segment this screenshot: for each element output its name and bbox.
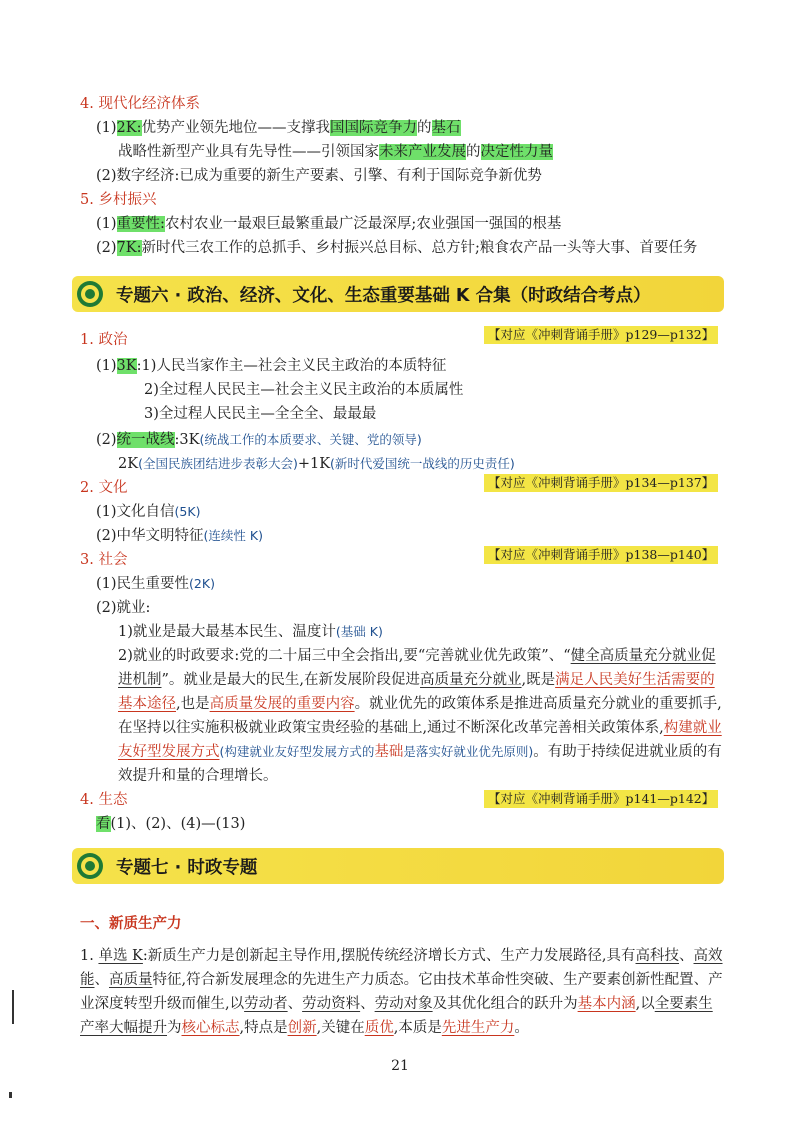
para-text: 及其优化组合的跃升为 bbox=[432, 996, 578, 1012]
red-text: 基础 bbox=[374, 744, 404, 760]
item-text: 农村农业一最艰巨最繁重最广泛最深厚;农业强国一强国的根基 bbox=[164, 216, 562, 232]
para-text: 、 bbox=[287, 996, 303, 1012]
handwritten-note: (连续性 K) bbox=[203, 528, 263, 543]
red-underlined-text: 核心标志 bbox=[181, 1020, 240, 1036]
item-label: (1) bbox=[96, 120, 117, 136]
underlined-text: 高效能 bbox=[80, 948, 723, 988]
employment-paragraph bbox=[118, 644, 724, 788]
red-underlined-text: 基本内涵 bbox=[577, 996, 636, 1012]
item-line bbox=[96, 118, 461, 138]
topic-banner bbox=[72, 848, 724, 884]
item-text: :3K bbox=[174, 432, 200, 448]
item-text: 的 bbox=[466, 144, 481, 160]
underlined-text: 劳动资料 bbox=[302, 996, 361, 1012]
item-label: (2) bbox=[96, 240, 117, 256]
handwritten-note: (全国民族团结进步表彰大会) bbox=[138, 456, 298, 471]
item-text: :1)人民当家作主—社会主义民主政治的本质特征 bbox=[136, 358, 447, 374]
topic-badge-icon bbox=[76, 280, 104, 308]
para-text: 1. bbox=[80, 948, 99, 964]
handwritten-note: (统战工作的本质要求、关键、党的领导) bbox=[199, 432, 422, 447]
para-text: 、 bbox=[679, 948, 694, 964]
red-underlined-text: 创新 bbox=[287, 1020, 317, 1036]
productivity-paragraph bbox=[80, 944, 724, 1040]
item-text: 优势产业领先地位——支撑我 bbox=[141, 120, 330, 136]
underlined-text: 单选 K bbox=[98, 948, 143, 964]
para-text: ,既是 bbox=[521, 672, 556, 688]
para-text: ,关键在 bbox=[316, 1020, 365, 1036]
topic-banner bbox=[72, 276, 724, 312]
section-heading: 2. 文化 bbox=[80, 480, 128, 496]
item-line bbox=[96, 814, 245, 834]
para-text: ,特点是 bbox=[239, 1020, 288, 1036]
highlight-key: 2K: bbox=[116, 120, 142, 136]
item-text: 新时代三农工作的总抓手、乡村振兴总目标、总方针;粮食农产品一头等大事、首要任务 bbox=[141, 240, 698, 256]
item-text: (2)中华文明特征 bbox=[96, 528, 204, 544]
item-line bbox=[96, 238, 697, 258]
item-line bbox=[96, 526, 263, 546]
para-text: 。有助于持续促进就业质的有效提升和量的合理增长。 bbox=[118, 744, 722, 784]
section-heading: 4. 生态 bbox=[80, 792, 128, 808]
underlined-text: 健全高质量充分就业促进机制 bbox=[118, 648, 716, 688]
item-line bbox=[118, 622, 383, 642]
red-underlined-text: 质优 bbox=[364, 1020, 394, 1036]
highlight-key: 3K bbox=[116, 358, 137, 374]
para-text: 、 bbox=[360, 996, 375, 1012]
item-line bbox=[96, 430, 422, 450]
section-heading: 5. 乡村振兴 bbox=[80, 192, 157, 208]
underlined-text: 劳动者 bbox=[244, 996, 288, 1012]
item-text: (1)、(2)、(4)—(13) bbox=[110, 816, 246, 832]
item-label: (2) bbox=[96, 432, 117, 448]
handwritten-note: 是落实好就业优先原则) bbox=[403, 744, 534, 759]
underlined-text: 高质量充分就业 bbox=[420, 672, 522, 688]
topic-title: 专题七 · 时政专题 bbox=[116, 858, 258, 878]
para-text: 。 bbox=[514, 1020, 529, 1036]
subsection-heading: 一、新质生产力 bbox=[80, 916, 182, 932]
item-line: (2)就业: bbox=[96, 600, 151, 616]
page-number: 21 bbox=[391, 1058, 409, 1074]
para-text: 。就业优先的政策体系是推进高质量充分就业的重要抓手,在坚持以往实施积极就业政策宝贵经验的基础上,通过不断深化改革完善相关政策体系, bbox=[118, 696, 722, 736]
red-underlined-text: 先进生产力 bbox=[441, 1020, 515, 1036]
para-text: 、 bbox=[94, 972, 109, 988]
para-text: ,本质是 bbox=[393, 1020, 442, 1036]
item-line bbox=[96, 214, 561, 234]
item-line bbox=[96, 356, 446, 376]
para-text: 为 bbox=[167, 1020, 182, 1036]
highlight-text: 决定性力量 bbox=[480, 144, 553, 160]
underlined-text: 劳动对象 bbox=[374, 996, 433, 1012]
para-text: ”。就业是最大的民生,在新发展阶段促进 bbox=[161, 672, 421, 688]
highlight-key: 统一战线 bbox=[116, 432, 175, 448]
item-line bbox=[118, 142, 553, 162]
handwritten-note: (5K) bbox=[174, 504, 201, 519]
highlight-text: 国国际竞争力 bbox=[330, 120, 417, 136]
section-heading: 3. 社会 bbox=[80, 552, 128, 568]
scan-edge-mark bbox=[12, 990, 14, 1024]
handbook-ref: 【对应《冲刺背诵手册》p141—p142】 bbox=[484, 790, 718, 808]
handbook-ref: 【对应《冲刺背诵手册》p134—p137】 bbox=[484, 474, 718, 492]
item-line bbox=[118, 454, 515, 474]
item-text: (1)文化自信 bbox=[96, 504, 175, 520]
handwritten-note: (构建就业友好型发展方式的 bbox=[219, 744, 375, 759]
para-text: :新质生产力是创新起主导作用,摆脱传统经济增长方式、生产力发展路径,具有 bbox=[142, 948, 636, 964]
item-text: +1K bbox=[297, 456, 331, 472]
item-label: (1) bbox=[96, 216, 117, 232]
para-text: ,以 bbox=[635, 996, 655, 1012]
item-line: (2)数字经济:已成为重要的新生产要素、引擎、有利于国际竞争新优势 bbox=[96, 168, 542, 184]
highlight-key: 重要性: bbox=[116, 216, 165, 232]
red-underlined-text: 高质量发展的重要内容 bbox=[209, 696, 355, 712]
highlight-text: 未来产业发展 bbox=[379, 144, 466, 160]
handwritten-note: (2K) bbox=[189, 576, 215, 591]
item-text: (1)民生重要性 bbox=[96, 576, 190, 592]
item-line: 2)全过程人民民主—社会主义民主政治的本质属性 bbox=[144, 382, 464, 398]
section-heading: 4. 现代化经济体系 bbox=[80, 96, 200, 112]
highlight-text: 基石 bbox=[431, 120, 461, 136]
handwritten-note: (新时代爱国统一战线的历史责任) bbox=[330, 456, 515, 471]
underlined-text: 高质量 bbox=[109, 972, 153, 988]
item-line bbox=[96, 574, 215, 594]
item-text: 的 bbox=[417, 120, 432, 136]
underlined-text: 高科技 bbox=[635, 948, 680, 964]
handwritten-note: (基础 K) bbox=[335, 624, 383, 639]
handbook-ref: 【对应《冲刺背诵手册》p129—p132】 bbox=[484, 326, 718, 344]
highlight-key: 看 bbox=[96, 816, 111, 832]
item-label: (1) bbox=[96, 358, 117, 374]
item-text: 1)就业是最大最基本民生、温度计 bbox=[118, 624, 336, 640]
item-text: 战略性新型产业具有先导性——引领国家 bbox=[118, 144, 379, 160]
topic-badge-icon bbox=[76, 852, 104, 880]
para-text: 特征,符合新发展理念的先进生产力质态。它由技术革命性突破、生产要素创新性配置、产业深度转型升级而催生,以 bbox=[80, 972, 723, 1012]
red-underlined-text: 满足人民美好生活需要的基本途径 bbox=[118, 672, 715, 712]
para-text: 2)就业的时政要求:党的二十届三中全会指出,要“完善就业优先政策”、“ bbox=[118, 648, 571, 664]
section-heading: 1. 政治 bbox=[80, 332, 128, 348]
item-text: 2K bbox=[118, 456, 139, 472]
handbook-ref: 【对应《冲刺背诵手册》p138—p140】 bbox=[484, 546, 718, 564]
item-line: 3)全过程人民民主—全全全、最最最 bbox=[144, 406, 377, 422]
item-line bbox=[96, 502, 200, 522]
scan-edge-mark bbox=[9, 1092, 12, 1098]
underlined-text: 全要素生产率大幅提升 bbox=[80, 996, 713, 1036]
highlight-key: 7K: bbox=[116, 240, 142, 256]
para-text: ,也是 bbox=[176, 696, 210, 712]
red-underlined-text: 构建就业友好型发展方式 bbox=[118, 720, 722, 760]
topic-title: 专题六 · 政治、经济、文化、生态重要基础 K 合集（时政结合考点） bbox=[116, 286, 651, 306]
